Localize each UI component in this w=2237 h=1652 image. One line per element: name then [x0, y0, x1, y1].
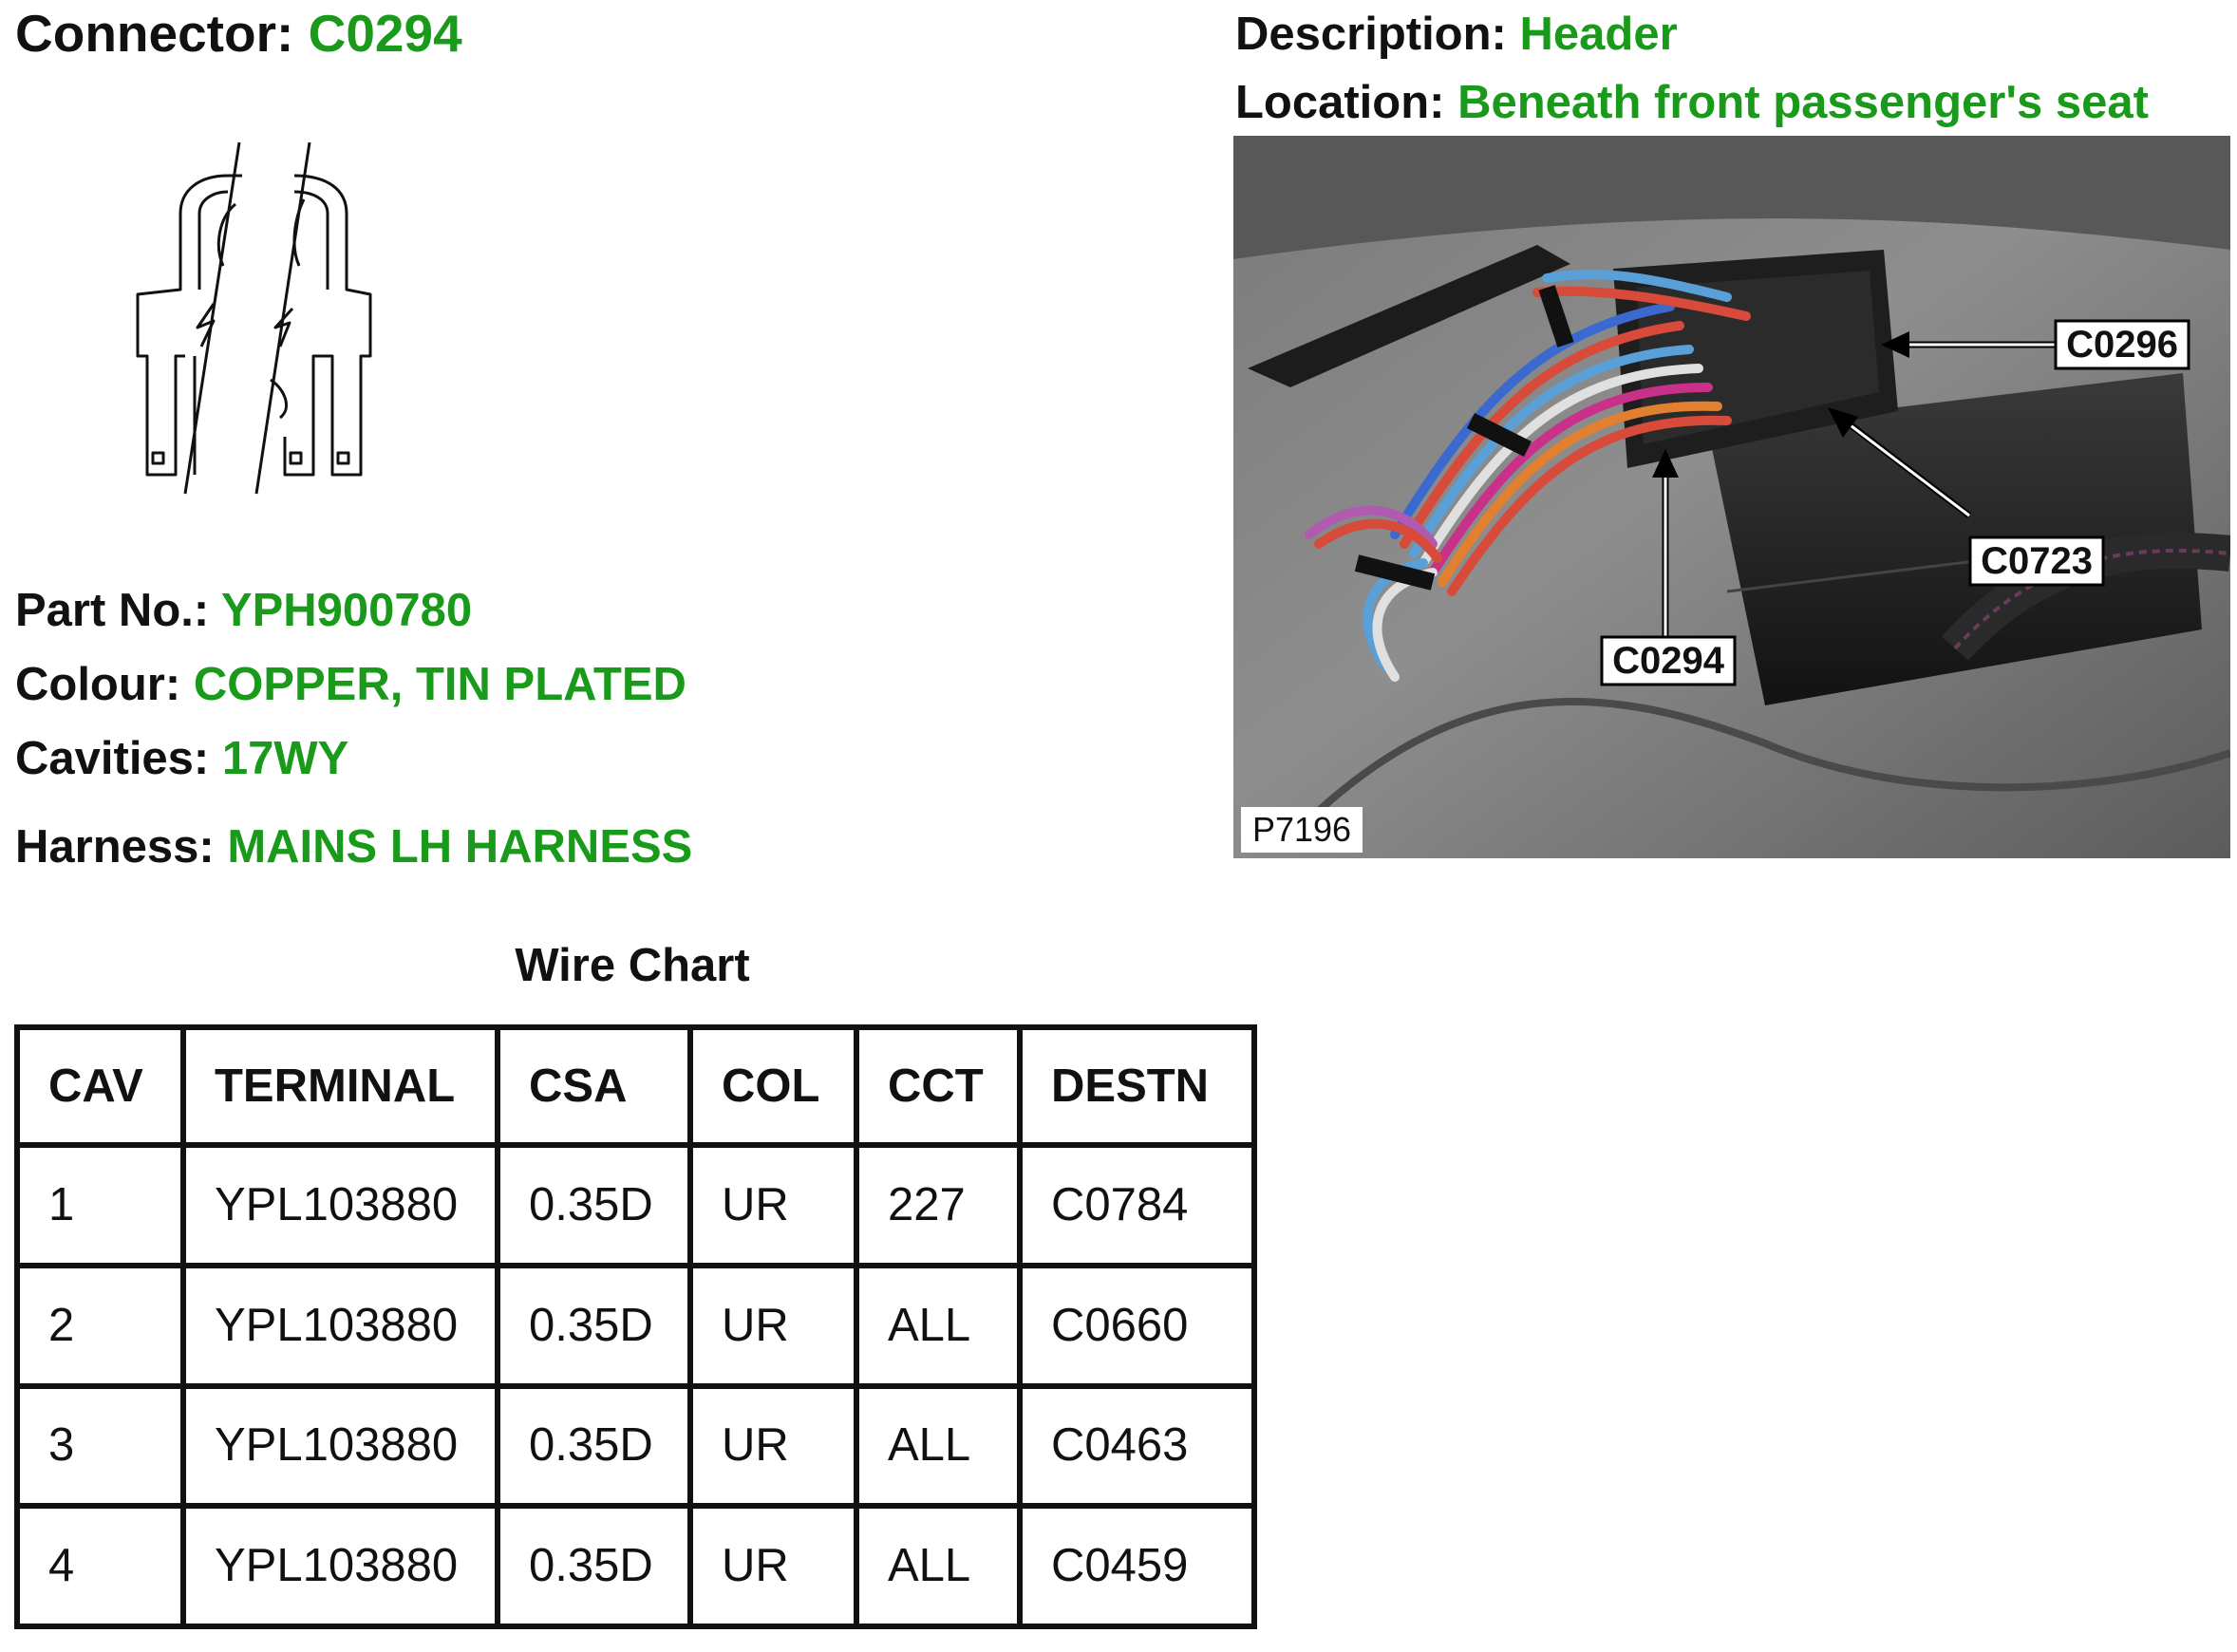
cell-cct: ALL	[856, 1386, 1020, 1507]
description-value: Header	[1519, 9, 1678, 60]
location-value: Beneath front passenger's seat	[1457, 77, 2149, 128]
callout-c0294: C0294	[1612, 640, 1724, 682]
col-header-terminal: TERMINAL	[183, 1027, 498, 1145]
description-label: Description:	[1235, 9, 1507, 60]
wire-chart-table	[14, 1024, 1257, 1629]
location-photo	[1233, 136, 2230, 858]
cell-csa: 0.35D	[498, 1386, 690, 1507]
connector-label: Connector:	[15, 4, 294, 63]
cell-cav: 3	[17, 1386, 183, 1507]
cell-csa: 0.35D	[498, 1506, 690, 1626]
location-label: Location:	[1235, 77, 1445, 128]
table-row	[17, 1266, 1254, 1386]
cell-csa: 0.35D	[498, 1266, 690, 1386]
cell-destn: C0459	[1020, 1506, 1254, 1626]
connector-field	[15, 4, 462, 63]
callout-c0296: C0296	[2066, 324, 2178, 366]
connector-terminal-diagram	[123, 133, 389, 503]
col-header-destn: DESTN	[1020, 1027, 1254, 1145]
cavities-value: 17WY	[221, 733, 349, 784]
cell-col: UR	[690, 1506, 856, 1626]
cell-terminal: YPL103880	[183, 1386, 498, 1507]
harness-field	[15, 821, 693, 873]
cell-col: UR	[690, 1266, 856, 1386]
cell-terminal: YPL103880	[183, 1145, 498, 1266]
location-field	[1235, 77, 2149, 128]
cell-destn: C0784	[1020, 1145, 1254, 1266]
cell-destn: C0660	[1020, 1266, 1254, 1386]
cell-cav: 2	[17, 1266, 183, 1386]
cell-terminal: YPL103880	[183, 1506, 498, 1626]
cell-destn: C0463	[1020, 1386, 1254, 1507]
cell-cct: ALL	[856, 1506, 1020, 1626]
cell-cav: 1	[17, 1145, 183, 1266]
cell-cct: ALL	[856, 1266, 1020, 1386]
part-no-value: YPH900780	[220, 585, 473, 636]
cell-col: UR	[690, 1386, 856, 1507]
part-no-label: Part No.:	[15, 585, 210, 636]
wire-chart-title: Wire Chart	[515, 940, 750, 991]
table-row	[17, 1386, 1254, 1507]
cell-cct: 227	[856, 1145, 1020, 1266]
col-header-col: COL	[690, 1027, 856, 1145]
col-header-csa: CSA	[498, 1027, 690, 1145]
cavities-field	[15, 733, 349, 784]
colour-field	[15, 659, 686, 710]
table-row	[17, 1506, 1254, 1626]
col-header-cct: CCT	[856, 1027, 1020, 1145]
photo-ref: P7196	[1251, 810, 1352, 849]
colour-label: Colour:	[15, 659, 181, 710]
colour-value: COPPER, TIN PLATED	[193, 659, 686, 710]
table-header-row	[17, 1027, 1254, 1145]
cavities-label: Cavities:	[15, 733, 210, 784]
connector-value: C0294	[308, 4, 462, 63]
harness-value: MAINS LH HARNESS	[227, 821, 693, 873]
table-row	[17, 1145, 1254, 1266]
cell-col: UR	[690, 1145, 856, 1266]
part-no-field	[15, 585, 473, 636]
cell-csa: 0.35D	[498, 1145, 690, 1266]
col-header-cav: CAV	[17, 1027, 183, 1145]
cell-cav: 4	[17, 1506, 183, 1626]
cell-terminal: YPL103880	[183, 1266, 498, 1386]
callout-c0723: C0723	[1981, 540, 2093, 582]
harness-label: Harness:	[15, 821, 215, 873]
description-field	[1235, 11, 1678, 58]
